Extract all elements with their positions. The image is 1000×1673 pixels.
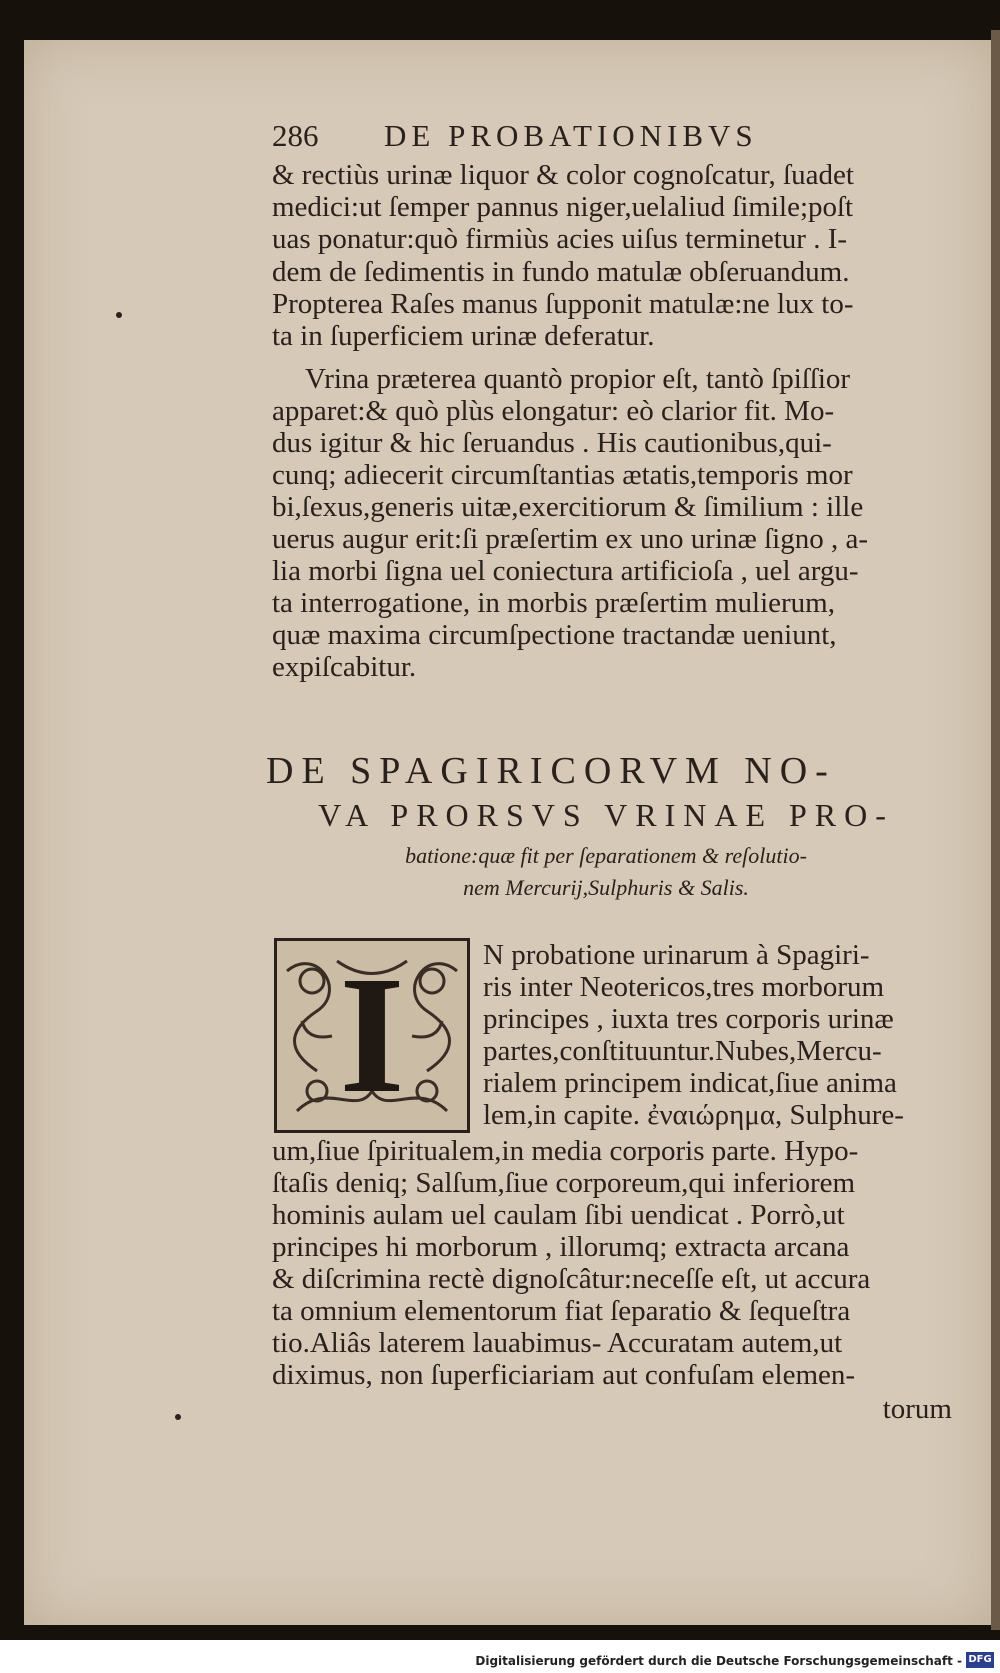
text-line: um,ſiue ſpiritualem,in media corporis parte. Hypo- [272,1135,859,1167]
text-line: cunq; adiecerit circumſtantias ætatis,temporis mor [272,459,853,491]
running-head: DE PROBATIONIBVS [384,118,758,153]
text-line: quæ maxima circumſpectione tractandæ ueniunt, [272,619,837,651]
page-number: 286 [272,118,319,153]
text-line: expiſcabitur. [272,651,417,683]
text-line: partes,conſtituuntur.Nubes,Mercu- [483,1035,882,1067]
text-line: Vrina præterea quantò propior eſt, tantò ſpiſſior [305,363,851,395]
text-line: hominis aulam uel caulam ſibi uendicat . Porrò,ut [272,1199,845,1231]
text-line: dem de ſedimentis in fundo matulæ obſeruandum. [272,256,850,288]
chapter-subtitle: batione:quæ fit per ſeparationem & reſolutio- [405,843,807,868]
text-line: medici:ut ſemper pannus niger,uelaliud ſimile;poſt [272,191,854,223]
page-header [272,118,892,158]
text-line: diximus, non ſuperficiariam aut confuſam elemen- [272,1359,856,1391]
text-line: dus igitur & hic ſeruandus . His cautionibus,qui- [272,427,832,459]
text-line: & diſcrimina rectè dignoſcâtur:neceſſe eſt, ut accura [272,1263,871,1295]
catchword: torum [882,1393,952,1425]
text-line: ris inter Neotericos,tres morborum [483,971,885,1003]
margin-mark [175,1414,181,1420]
text-line: principes hi morborum , illorumq; extracta arcana [272,1231,850,1263]
text-line: ſtaſis deniq; Salſum,ſiue corporeum,qui inferiorem [272,1167,856,1199]
chapter-subtitle: nem Mercurij,Sulphuris & Salis. [463,875,749,900]
text-line: bi,ſexus,generis uitæ,exercitiorum & ſimilium : ille [272,491,864,523]
text-line: N probatione urinarum à Spagiri- [483,939,870,971]
chapter-title: VA PRORSVS VRINAE PRO- [318,797,894,833]
margin-mark [116,312,122,318]
footer-credit: Digitalisierung gefördert durch die Deutsche Forschungsgemeinschaft - [475,1654,962,1668]
text-line: principes , iuxta tres corporis urinæ [483,1003,894,1035]
text-line: lem,in capite. ἐναιώρημα, Sulphure- [483,1099,904,1131]
dfg-logo: DFG [966,1652,994,1668]
chapter-title: DE SPAGIRICORVM NO- [266,750,836,792]
initial-letter: I [339,942,405,1128]
text-line: Propterea Raſes manus ſupponit matulæ:ne lux to- [272,288,854,320]
text-line: lia morbi ſigna uel coniectura artificioſa , uel argu- [272,555,859,587]
text-line: uas ponatur:quò firmiùs acies uiſus terminetur . I- [272,223,848,255]
text-line: ta interrogatione, in morbis præſertim mulierum, [272,587,835,619]
text-line: ta omnium elementorum fiat ſeparatio & ſequeſtra [272,1295,851,1327]
text-line: uerus augur erit:ſi præſertim ex uno urinæ ſigno , a- [272,523,868,555]
text-line: ta in ſuperficiem urinæ deferatur. [272,320,655,352]
text-line: & rectiùs urinæ liquor & color cognoſcatur, ſuadet [272,159,854,191]
decorated-initial [274,938,470,1133]
text-line: apparet:& quò plùs elongatur: eò clarior fit. Mo- [272,395,835,427]
text-line: tio.Aliâs laterem lauabimus- Accuratam autem,ut [272,1327,843,1359]
text-line: rialem principem indicat,ſiue anima [483,1067,897,1099]
page-edge [991,30,1000,1630]
